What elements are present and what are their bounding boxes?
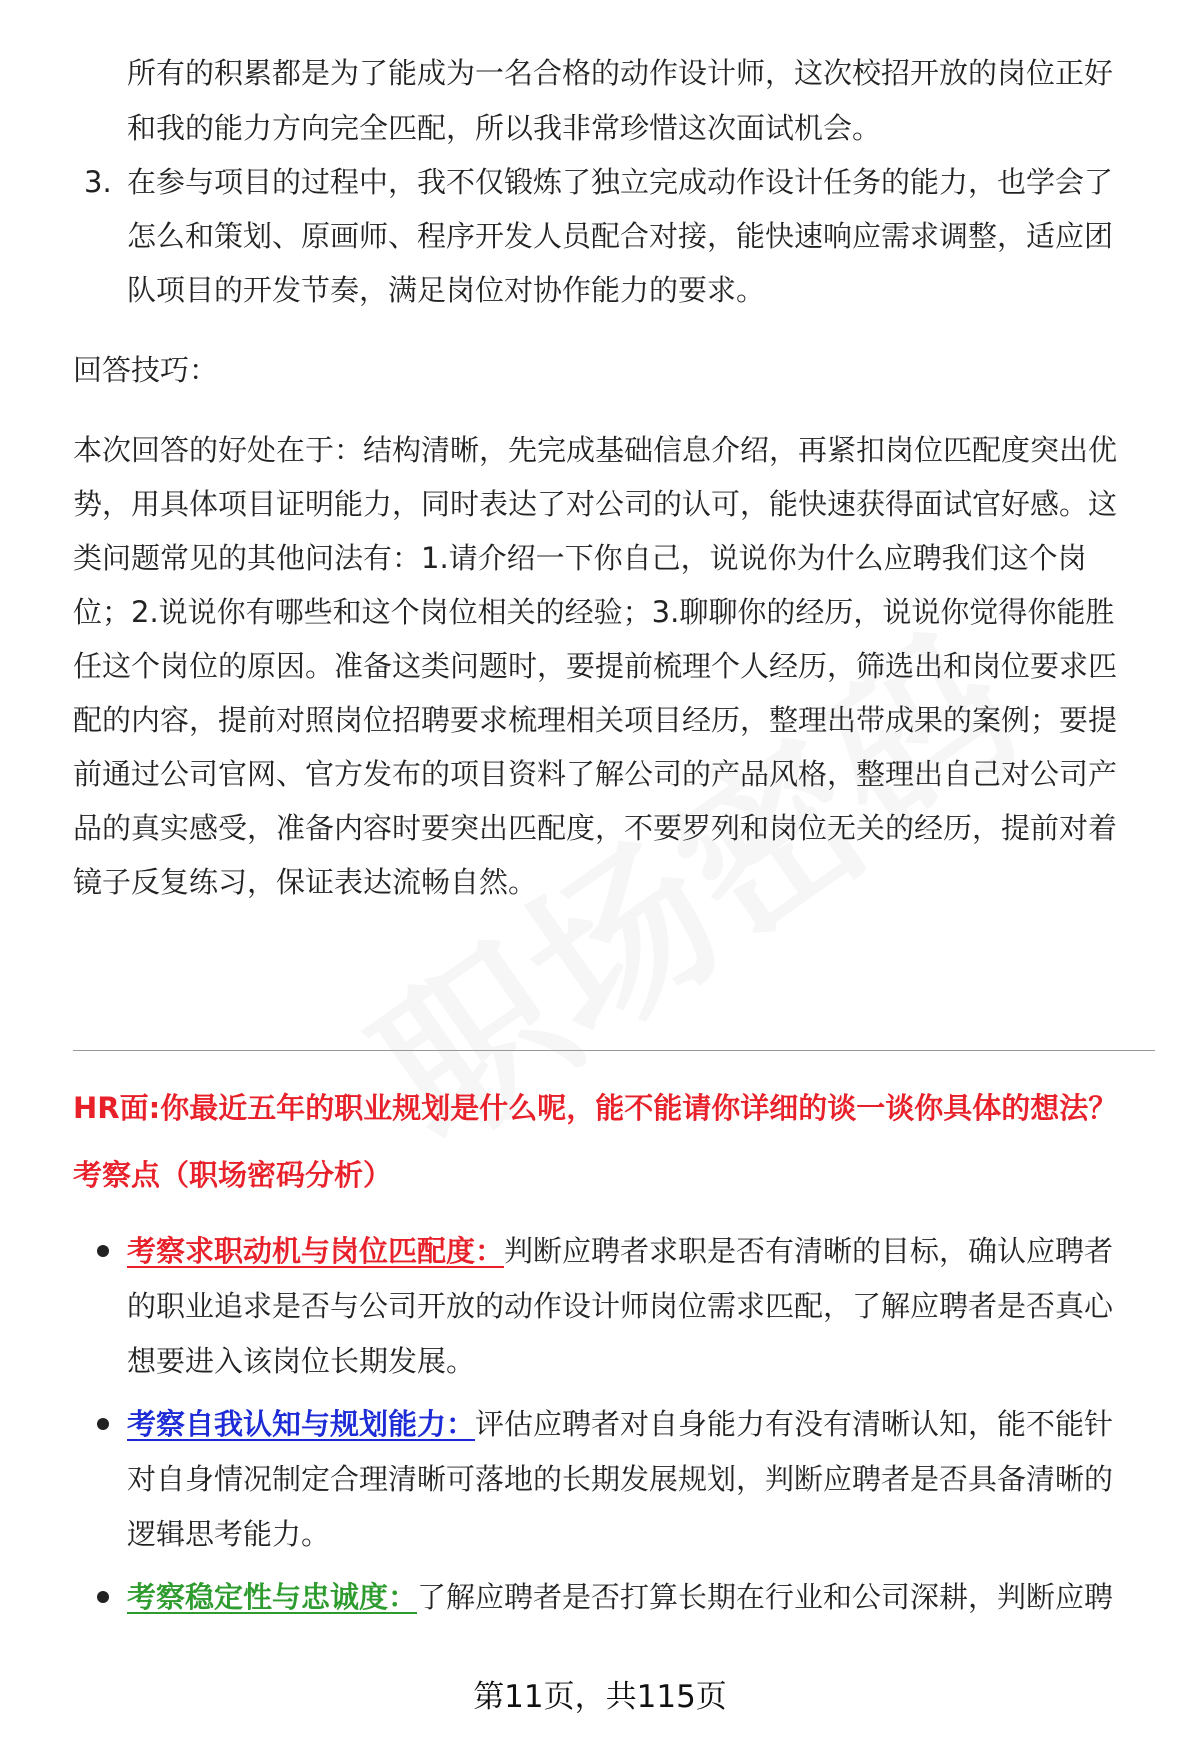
text-line: 队项目的开发节奏，满足岗位对协作能力的要求。 [127,273,766,307]
bullet-dot [97,1591,109,1603]
text-line: 和我的能力方向完全匹配，所以我非常珍惜这次面试机会。 [127,111,882,145]
paragraph-line: 势，用具体项目证明能力，同时表达了对公司的认可，能快速获得面试官好感。这 [73,487,1118,521]
text-line: 在参与项目的过程中，我不仅锻炼了独立完成动作设计任务的能力，也学会了 [127,165,1114,199]
text-line: 怎么和策划、原画师、程序开发人员配合对接，能快速响应需求调整，适应团 [127,219,1114,253]
bullet-text: 评估应聘者对自身能力有没有清晰认知，能不能针 [475,1407,1114,1441]
paragraph-line: 本次回答的好处在于：结构清晰，先完成基础信息介绍，再紧扣岗位匹配度突出优 [73,433,1118,467]
tips-heading: 回答技巧： [73,353,219,387]
paragraph-line: 任这个岗位的原因。准备这类问题时，要提前梳理个人经历，筛选出和岗位要求匹 [73,649,1118,683]
section-divider [73,1050,1155,1051]
question-heading: HR面:你最近五年的职业规划是什么呢，能不能请你详细的谈一谈你具体的想法？ [73,1091,1118,1125]
bullet-item [127,1567,1113,1627]
paragraph-line: 位；2.说说你有哪些和这个岗位相关的经验；3.聊聊你的经历，说说你觉得你能胜 [73,595,1115,629]
bullet-dot [97,1245,109,1257]
analysis-heading: 考察点（职场密码分析） [73,1158,393,1192]
paragraph-line: 类问题常见的其他问法有：1.请介绍一下你自己，说说你为什么应聘我们这个岗 [73,541,1087,575]
page-footer: 第11页，共115页 [473,1679,727,1715]
bullet-text: 判断应聘者求职是否有清晰的目标，确认应聘者 [504,1234,1114,1268]
paragraph-line: 镜子反复练习，保证表达流畅自然。 [73,865,538,899]
bullet-item [127,1394,1113,1454]
paragraph-line: 前通过公司官网、官方发布的项目资料了解公司的产品风格，整理出自己对公司产 [73,757,1118,791]
bullet-text: 了解应聘者是否打算长期在行业和公司深耕，判断应聘 [417,1580,1114,1614]
text-line: 想要进入该岗位长期发展。 [127,1344,476,1378]
text-line: 对自身情况制定合理清晰可落地的长期发展规划，判断应聘者是否具备清晰的 [127,1462,1114,1496]
bullet-dot [97,1418,109,1430]
text-line: 所有的积累都是为了能成为一名合格的动作设计师，这次校招开放的岗位正好 [127,56,1114,90]
bullet-keyword: 考察自我认知与规划能力： [127,1407,476,1441]
text-line: 逻辑思考能力。 [127,1517,331,1551]
paragraph-line: 配的内容，提前对照岗位招聘要求梳理相关项目经历，整理出带成果的案例；要提 [73,703,1118,737]
bullet-item [127,1221,1113,1281]
bullet-keyword: 考察稳定性与忠诚度： [127,1580,418,1614]
bullet-keyword: 考察求职动机与岗位匹配度： [127,1234,505,1268]
paragraph-line: 品的真实感受，准备内容时要突出匹配度，不要罗列和岗位无关的经历，提前对着 [73,811,1118,845]
text-line: 的职业追求是否与公司开放的动作设计师岗位需求匹配，了解应聘者是否真心 [127,1289,1114,1323]
list-number: 3. [84,165,112,199]
